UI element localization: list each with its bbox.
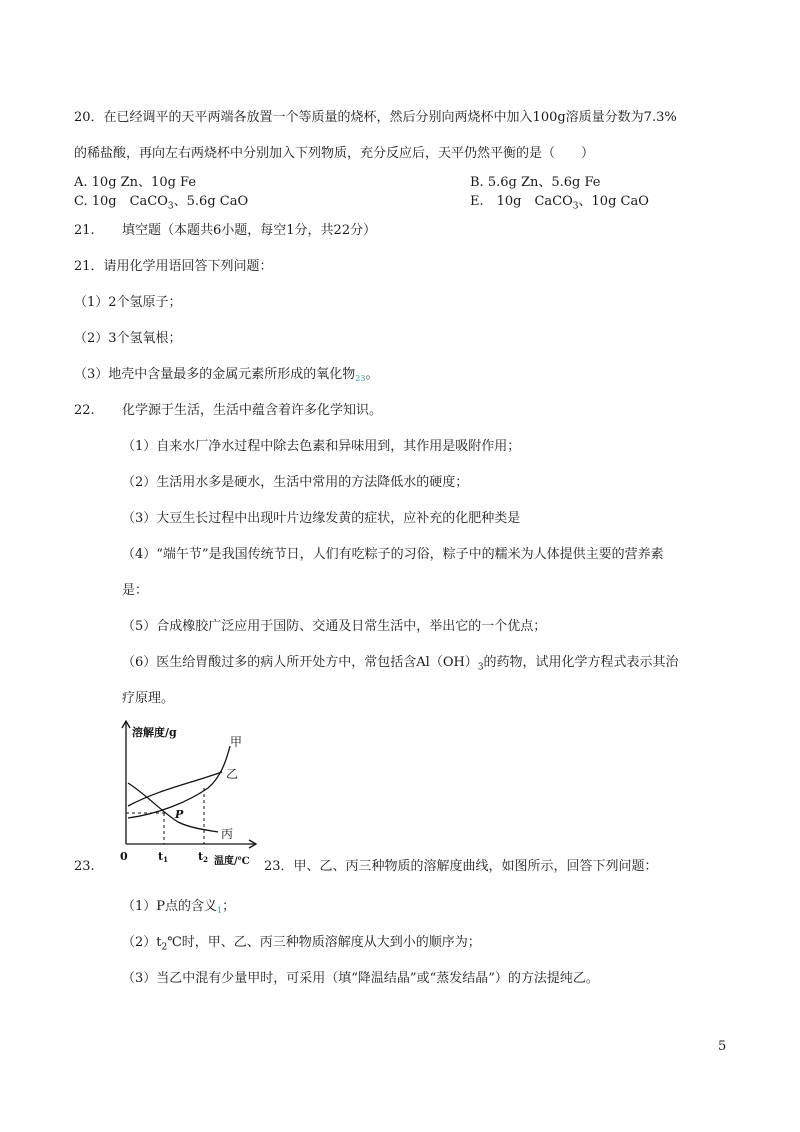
q23-part2: $(2)t_2℃$时，甲、乙、丙三种物质溶解度从大到小的顺序为； [122, 935, 481, 953]
q21-part3: （3）地壳中含量最多的金属元素所形成的氧化物$_{23}$。 [74, 367, 379, 383]
t2-label: t2 [198, 850, 208, 864]
t1-label: t1 [158, 850, 168, 864]
q23-part1: （1）P点的含义$_1$； [122, 899, 236, 915]
x-axis-label: 温度/℃ [214, 856, 250, 867]
q22-part6-line2: 疗原理。 [122, 691, 175, 706]
q21-part1: （1）2个氢原子； [74, 295, 182, 310]
page-number: 5 [718, 1039, 727, 1054]
q22-part3: （3）大豆生长过程中出现叶片边缘发黄的症状，应补充的化肥种类是 [122, 511, 521, 526]
q20-option-b: B. 5.6g Zn、5.6g Fe [470, 175, 601, 190]
y-axis-label: 溶解度/g [132, 726, 177, 739]
q20-line2: 的稀盐酸，再向左右两烧杯中分别加入下列物质，充分反应后，天平仍然平衡的是（ ） [74, 146, 595, 161]
q20-option-a: A. 10g Zn、10g Fe [74, 175, 197, 190]
q22-part1: （1）自来水厂净水过程中除去色素和异味用到，其作用是吸附作用； [122, 439, 521, 454]
section-number: 21. [74, 223, 95, 238]
q23-stem: 23．甲、乙、丙三种物质的溶解度曲线，如图所示，回答下列问题： [264, 859, 658, 874]
q20-option-c: C. 10g CaCO$_3$、5.6g CaO [74, 194, 249, 212]
q22-stem: 化学源于生活，生活中蕴含着许多化学知识。 [122, 403, 383, 418]
solubility-curve-figure [118, 718, 268, 868]
q22-part5: （5）合成橡胶广泛应用于国防、交通及日常生活中，举出它的一个优点； [122, 619, 547, 634]
q22-part6-line1: （6）医生给胃酸过多的病人所开处方中，常包括含$Al(OH)_3$的药物，试用化学方程式表示其治 [122, 655, 679, 673]
q21-stem: 21．请用化学用语回答下列问题： [74, 259, 273, 274]
q20-option-e: E. 10g CaCO$_3$、10g CaO [470, 194, 649, 212]
q23-blank-marker: 1 [217, 906, 223, 915]
curve-yi-label: 乙 [226, 767, 239, 781]
curve-yi [128, 772, 222, 806]
q22-part4-line2: 是： [122, 583, 149, 598]
section-title: 填空题（本题共6小题，每空1分，共22分） [122, 223, 377, 238]
origin-label: 0 [120, 850, 128, 863]
curve-jia-label: 甲 [230, 735, 243, 749]
q22-part2: （2）生活用水多是硬水，生活中常用的方法降低水的硬度； [122, 475, 469, 490]
point-p-label: P [175, 808, 184, 821]
q22-number: 22. [74, 403, 95, 418]
q20-line1: 20．在已经调平的天平两端各放置一个等质量的烧杯，然后分别向两烧杯中加入100g溶质量分数为7.3% [74, 110, 677, 125]
curve-bing-label: 丙 [221, 827, 234, 841]
q21-blank-marker: 23 [355, 374, 366, 383]
q22-part4-line1: （4）“端午节”是我国传统节日，人们有吃粽子的习俗，粽子中的糯米为人体提供主要的营养素 [122, 547, 664, 562]
q21-part2: （2）3个氢氧根； [74, 331, 182, 346]
q23-part3: （3）当乙中混有少量甲时，可采用（填“降温结晶”或“蒸发结晶”）的方法提纯乙。 [122, 971, 599, 986]
q23-number: 23. [74, 859, 95, 874]
